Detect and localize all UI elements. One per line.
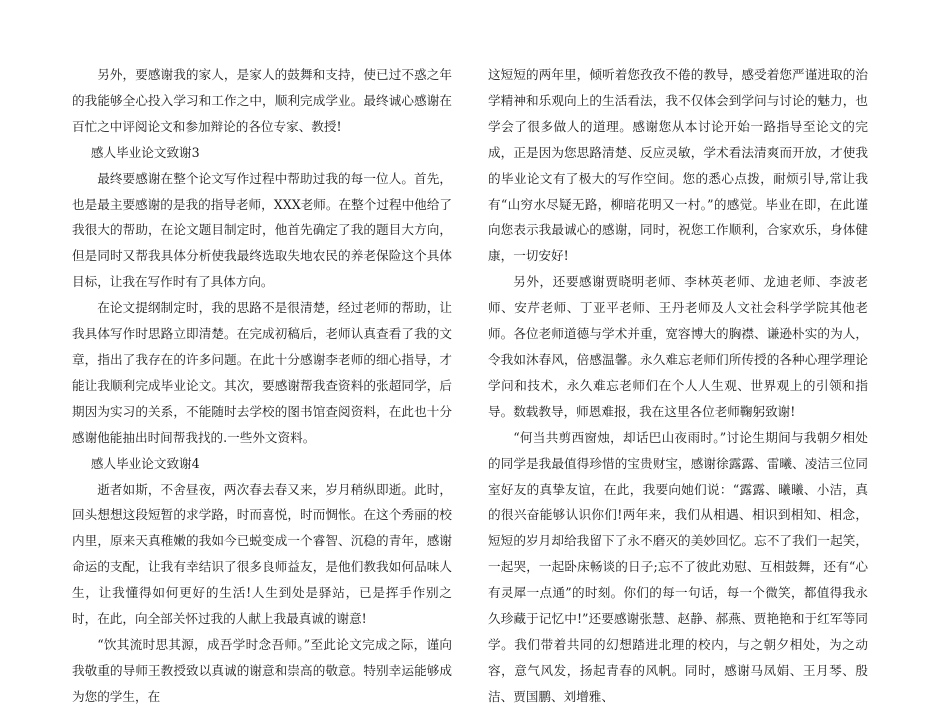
left-column — [72, 62, 452, 710]
paragraph: “饮其流时思其源，成吾学时念吾师。”至此论文完成之际，谨向我敬重的导师王教授致以真诚的谢意和崇高的敬意。特别幸运能够成为您的学生，在 — [72, 636, 452, 704]
paragraph: 最终要感谢在整个论文写作过程中帮助过我的每一位人。首先，也是最主要感谢的是我的指导老师，XXX老师。在整个过程中他给了我很大的帮助，在论文题目制定时，他首先确定了我的题目大方向，但是同时又帮我具体分析使我最终选取失地农民的养老保险这个具体目标，让我在写作时有了具体方向。 — [72, 170, 452, 290]
paragraph: 另外，还要感谢贾晓明老师、李林英老师、龙迪老师、李波老师、安芹老师、丁亚平老师、王丹老师及人文社会科学学院其他老师。各位老师道德与学术并重，宽容博大的胸襟、谦逊朴实的为人，令我如沐春风，倍感温馨。永久难忘老师们所传授的各种心理学理论学问和技术，永久难忘老师们在个人人生观、世界观上的引领和指导。数载教导，师恩难报，我在这里各位老师鞠躬致谢! — [488, 274, 868, 419]
paragraph: “何当共剪西窗烛，却话巴山夜雨时。”讨论生期间与我朝夕相处的同学是我最值得珍惜的宝贵财宝，感谢徐露露、雷曦、凌洁三位同室好友的真挚友谊，在此，我要向她们说：“露露、曦曦、小洁，真的很兴奋能够认识你们!两年来，我们从相遇、相识到相知、相念，短短的岁月却给我留下了永不磨灭的美妙回忆。忘不了我们一起笑，一起哭，一起卧床畅谈的日子;忘不了彼此劝慰、互相鼓舞，还有“心有灵犀一点通”的时刻。你们的每一句话，每一个微笑，都值得我永久珍藏于记忆中!”还要感谢张慧、赵静、郝燕、贾艳艳和于红军等同学。我们带着共同的幻想踏进北理的校内，与之朝夕相处，为之动容，意气风发，扬起青春的风帆。同时，感谢马凤娟、王月琴、殷洁、贾国鹏、刘增雅、 — [488, 429, 868, 704]
paragraph: 逝者如斯，不舍昼夜，两次春去春又来，岁月稍纵即逝。此时，回头想想这段短暂的求学路，时而喜悦，时而惆怅。在这个秀丽的校内里，原来天真稚嫩的我如今已蜕变成一个睿智、沉稳的青年，感谢命运的支配，让我有幸结识了很多良师益友，是他们教我如何品味人生，让我懂得如何更好的生活!人生到处是驿站，已是挥手作别之时，在此，向全部关怀过我的人献上我最真诚的谢意! — [72, 481, 452, 627]
section-heading: 感人毕业论文致谢4 — [90, 455, 200, 471]
section-heading: 感人毕业论文致谢3 — [90, 144, 200, 160]
paragraph: 在论文提纲制定时，我的思路不是很清楚，经过老师的帮助，让我具体写作时思路立即清楚。在完成初稿后，老师认真查看了我的文章，指出了我存在的许多问题。在此十分感谢李老师的细心指导，才能让我顺利完成毕业论文。其次，要感谢帮我查资料的张超同学，后期因为实习的关系，不能随时去学校的图书馆查阅资料，在此也十分感谢他能抽出时间帮我找的.一些外文资料。 — [72, 300, 452, 445]
paragraph: 另外，要感谢我的家人，是家人的鼓舞和支持，使已过不惑之年的我能够全心投入学习和工作之中，顺利完成学业。最终诚心感谢在百忙之中评阅论文和参加辩论的各位专家、教授! — [72, 67, 452, 134]
paragraph: 这短短的两年里，倾听着您孜孜不倦的教导，感受着您严谨进取的治学精神和乐观向上的生活看法，我不仅体会到学问与讨论的魅力，也学会了很多做人的道理。感谢您从本讨论开始一路指导至论文的完成，正是因为您思路清楚、反应灵敏，学术看法清爽而开放，才使我的毕业论文有了极大的写作空间。您的悉心点拨，耐烦引导,常让我有“山穷水尽疑无路，柳暗花明又一村。”的感觉。毕业在即，在此谨向您表示我最诚心的感谢，同时，祝您工作顺利，合家欢乐，身体健康，一切安好! — [488, 67, 868, 264]
right-column — [488, 62, 868, 710]
